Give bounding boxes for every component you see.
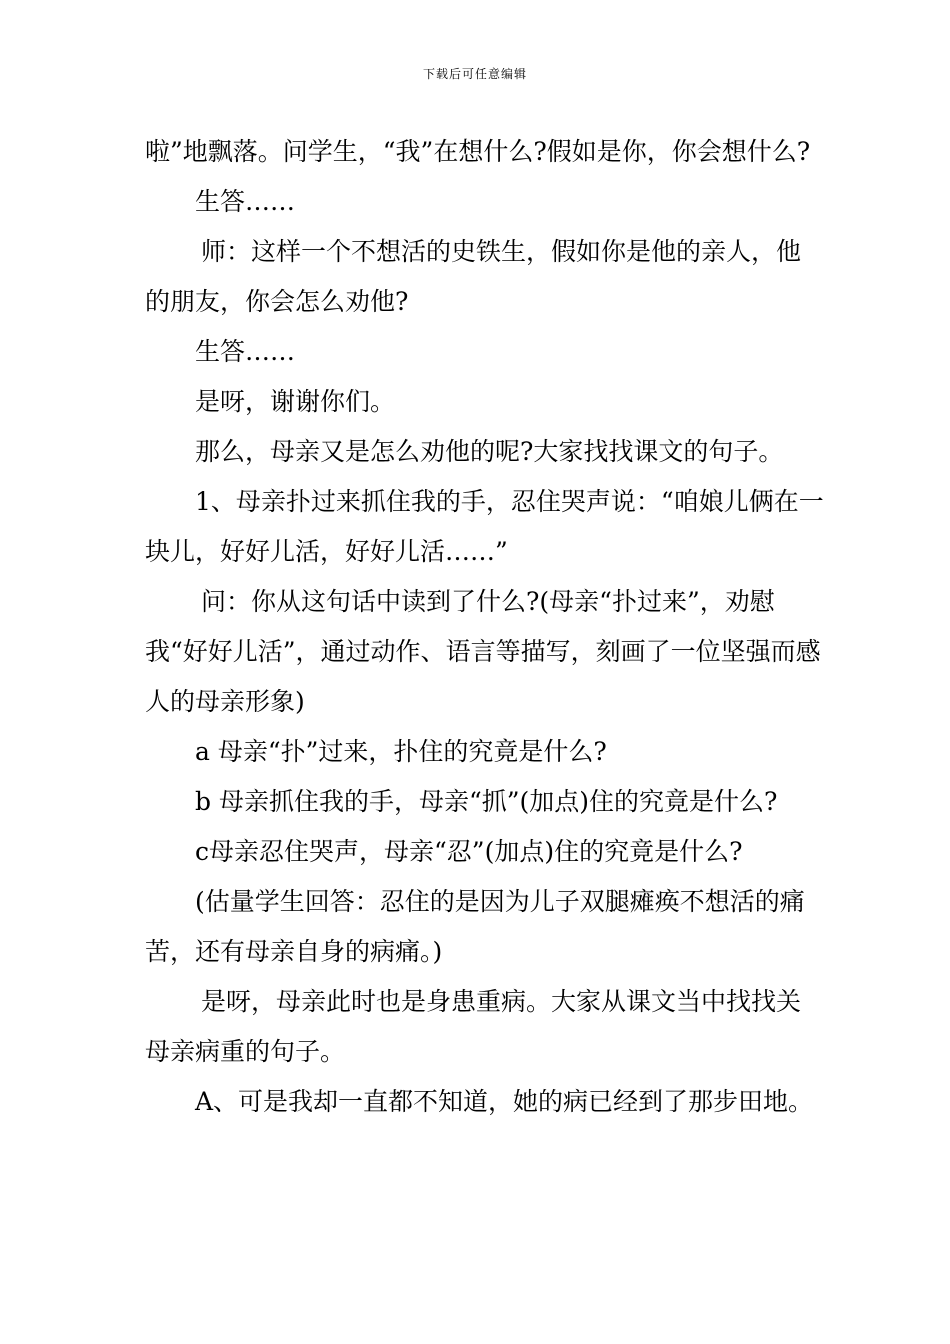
paragraph: 1、母亲扑过来抓住我的手，忍住哭声说：“咱娘儿俩在一块儿，好好儿活，好好儿活……” [145,487,824,566]
paragraph: b 母亲抓住我的手，母亲“抓”(加点)住的究竟是什么? [195,787,778,816]
paragraph: A、可是我却一直都不知道，她的病已经到了那步田地。 [195,1087,814,1116]
paragraph: 问：你从这句话中读到了什么?(母亲“扑过来”，劝慰我“好好儿活”，通过动作、语言等描写，刻画了一位坚强而感人的母亲形象) [145,587,821,716]
paragraph: (估量学生回答：忍住的是因为儿子双腿瘫痪不想活的痛苦，还有母亲自身的病痛。) [145,887,805,966]
paragraph: 生答…… [195,337,296,366]
paragraph: 那么，母亲又是怎么劝他的呢?大家找找课文的句子。 [195,437,784,466]
paragraph: 是呀，谢谢你们。 [195,387,396,416]
paragraph: 师：这样一个不想活的史铁生，假如你是他的亲人，他的朋友，你会怎么劝他? [145,237,802,316]
paragraph: c母亲忍住哭声，母亲“忍”(加点)住的究竟是什么? [195,837,743,866]
paragraph: 是呀，母亲此时也是身患重病。大家从课文当中找找关母亲病重的句子。 [145,987,802,1066]
page-header: 下载后可任意编辑 [422,67,527,81]
document-body [145,127,825,1127]
paragraph: 生答…… [195,187,296,216]
paragraph: a 母亲“扑”过来，扑住的究竟是什么? [195,737,607,766]
paragraph: 啦”地飘落。问学生，“我”在想什么?假如是你，你会想什么? [145,137,811,166]
